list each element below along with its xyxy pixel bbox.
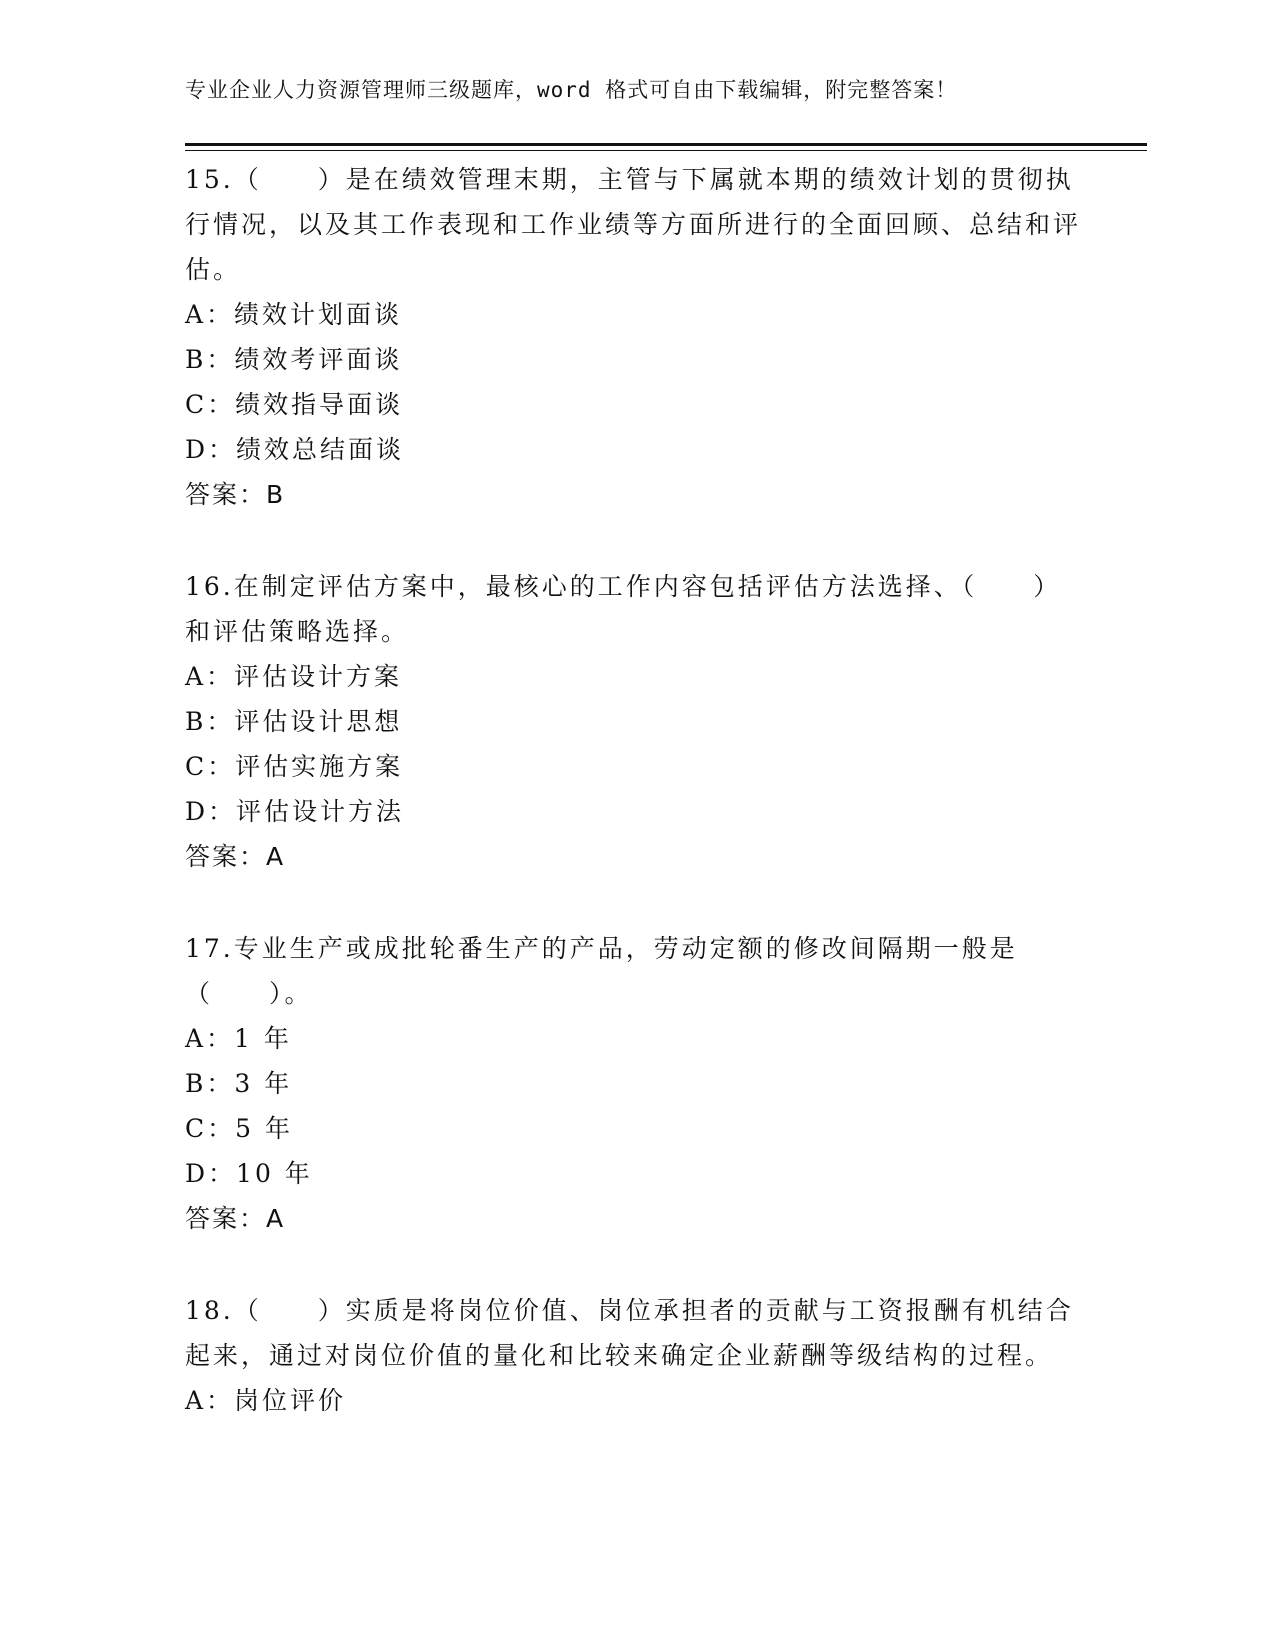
- question-stem: 18.（ ）实质是将岗位价值、岗位承担者的贡献与工资报酬有机结合起来，通过对岗位价值的量化和比较来确定企业薪酬等级结构的过程。: [185, 1296, 1074, 1370]
- option-d: D：绩效总结面谈: [185, 435, 405, 464]
- question-16: [185, 564, 1085, 879]
- question-list: [185, 157, 1085, 1423]
- option-b: B：评估设计思想: [185, 707, 403, 736]
- option-b: B：3 年: [185, 1069, 293, 1098]
- option-a: A：绩效计划面谈: [185, 300, 403, 329]
- spacer: [185, 517, 1085, 564]
- header-rule-thick: [185, 143, 1147, 146]
- page-header: 专业企业人力资源管理师三级题库，word 格式可自由下载编辑，附完整答案！: [185, 78, 958, 102]
- option-a: A：岗位评价: [185, 1386, 347, 1415]
- question-stem: 17.专业生产或成批轮番生产的产品，劳动定额的修改间隔期一般是（ ）。: [185, 934, 1018, 1008]
- option-d: D：10 年: [185, 1159, 313, 1188]
- question-stem: 16.在制定评估方案中，最核心的工作内容包括评估方法选择、（ ）和评估策略选择。: [185, 572, 1062, 646]
- question-17: [185, 926, 1085, 1241]
- question-15: [185, 157, 1085, 517]
- option-b: B：绩效考评面谈: [185, 345, 403, 374]
- option-a: A：评估设计方案: [185, 662, 403, 691]
- option-c: C：绩效指导面谈: [185, 390, 404, 419]
- option-c: C：评估实施方案: [185, 752, 404, 781]
- option-a: A：1 年: [185, 1024, 292, 1053]
- option-c: C：5 年: [185, 1114, 293, 1143]
- question-stem: 15.（ ）是在绩效管理末期，主管与下属就本期的绩效计划的贯彻执行情况，以及其工作表现和工作业绩等方面所进行的全面回顾、总结和评估。: [185, 165, 1082, 284]
- answer: 答案：B: [185, 480, 286, 509]
- spacer: [185, 1241, 1085, 1288]
- answer: 答案：A: [185, 842, 286, 871]
- option-d: D：评估设计方法: [185, 797, 405, 826]
- answer: 答案：A: [185, 1204, 286, 1233]
- spacer: [185, 879, 1085, 926]
- header-rule-thin: [185, 150, 1147, 151]
- question-18: [185, 1288, 1085, 1423]
